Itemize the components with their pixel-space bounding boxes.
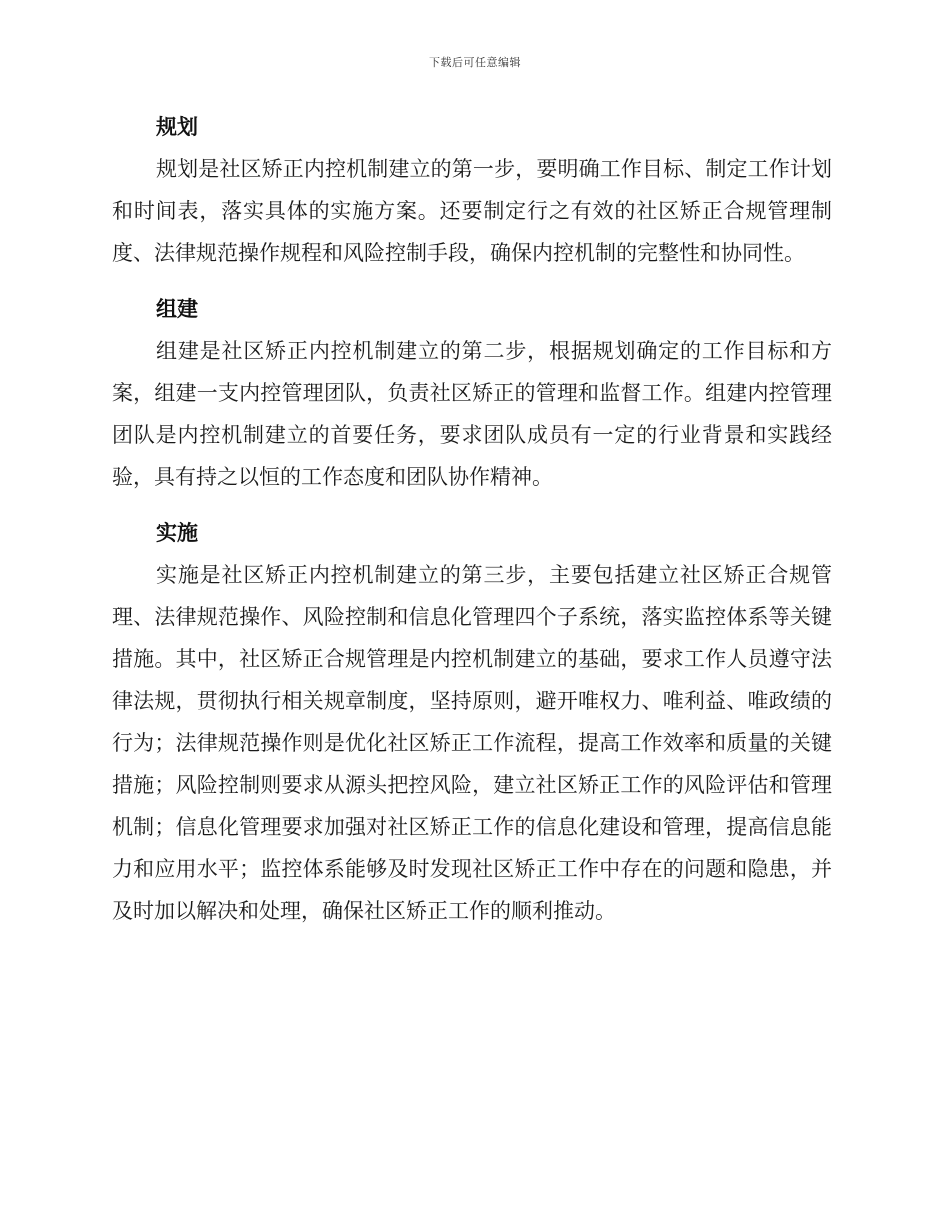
section-formation [112, 288, 832, 498]
section-heading: 实施 [156, 521, 198, 545]
section-heading: 规划 [156, 115, 198, 139]
section-planning [112, 106, 832, 274]
section-heading: 组建 [156, 297, 198, 321]
document-body [112, 106, 832, 946]
section-implementation [112, 512, 832, 932]
section-paragraph: 规划是社区矫正内控机制建立的第一步，要明确工作目标、制定工作计划和时间表，落实具体的实施方案。还要制定行之有效的社区矫正合规管理制度、法律规范操作规程和风险控制手段，确保内控机制的完整性和协同性。 [112, 157, 832, 265]
section-paragraph: 实施是社区矫正内控机制建立的第三步，主要包括建立社区矫正合规管理、法律规范操作、风险控制和信息化管理四个子系统，落实监控体系等关键措施。其中，社区矫正合规管理是内控机制建立的基础，要求工作人员遵守法律法规，贯彻执行相关规章制度，坚持原则，避开唯权力、唯利益、唯政绩的行为；法律规范操作则是优化社区矫正工作流程，提高工作效率和质量的关键措施；风险控制则要求从源头把控风险，建立社区矫正工作的风险评估和管理机制；信息化管理要求加强对社区矫正工作的信息化建设和管理，提高信息能力和应用水平；监控体系能够及时发现社区矫正工作中存在的问题和隐患，并及时加以解决和处理，确保社区矫正工作的顺利推动。 [112, 563, 832, 923]
section-paragraph: 组建是社区矫正内控机制建立的第二步，根据规划确定的工作目标和方案，组建一支内控管理团队，负责社区矫正的管理和监督工作。组建内控管理团队是内控机制建立的首要任务，要求团队成员有一定的行业背景和实践经验，具有持之以恒的工作态度和团队协作精神。 [112, 339, 832, 489]
page-header: 下载后可任意编辑 [429, 56, 521, 69]
